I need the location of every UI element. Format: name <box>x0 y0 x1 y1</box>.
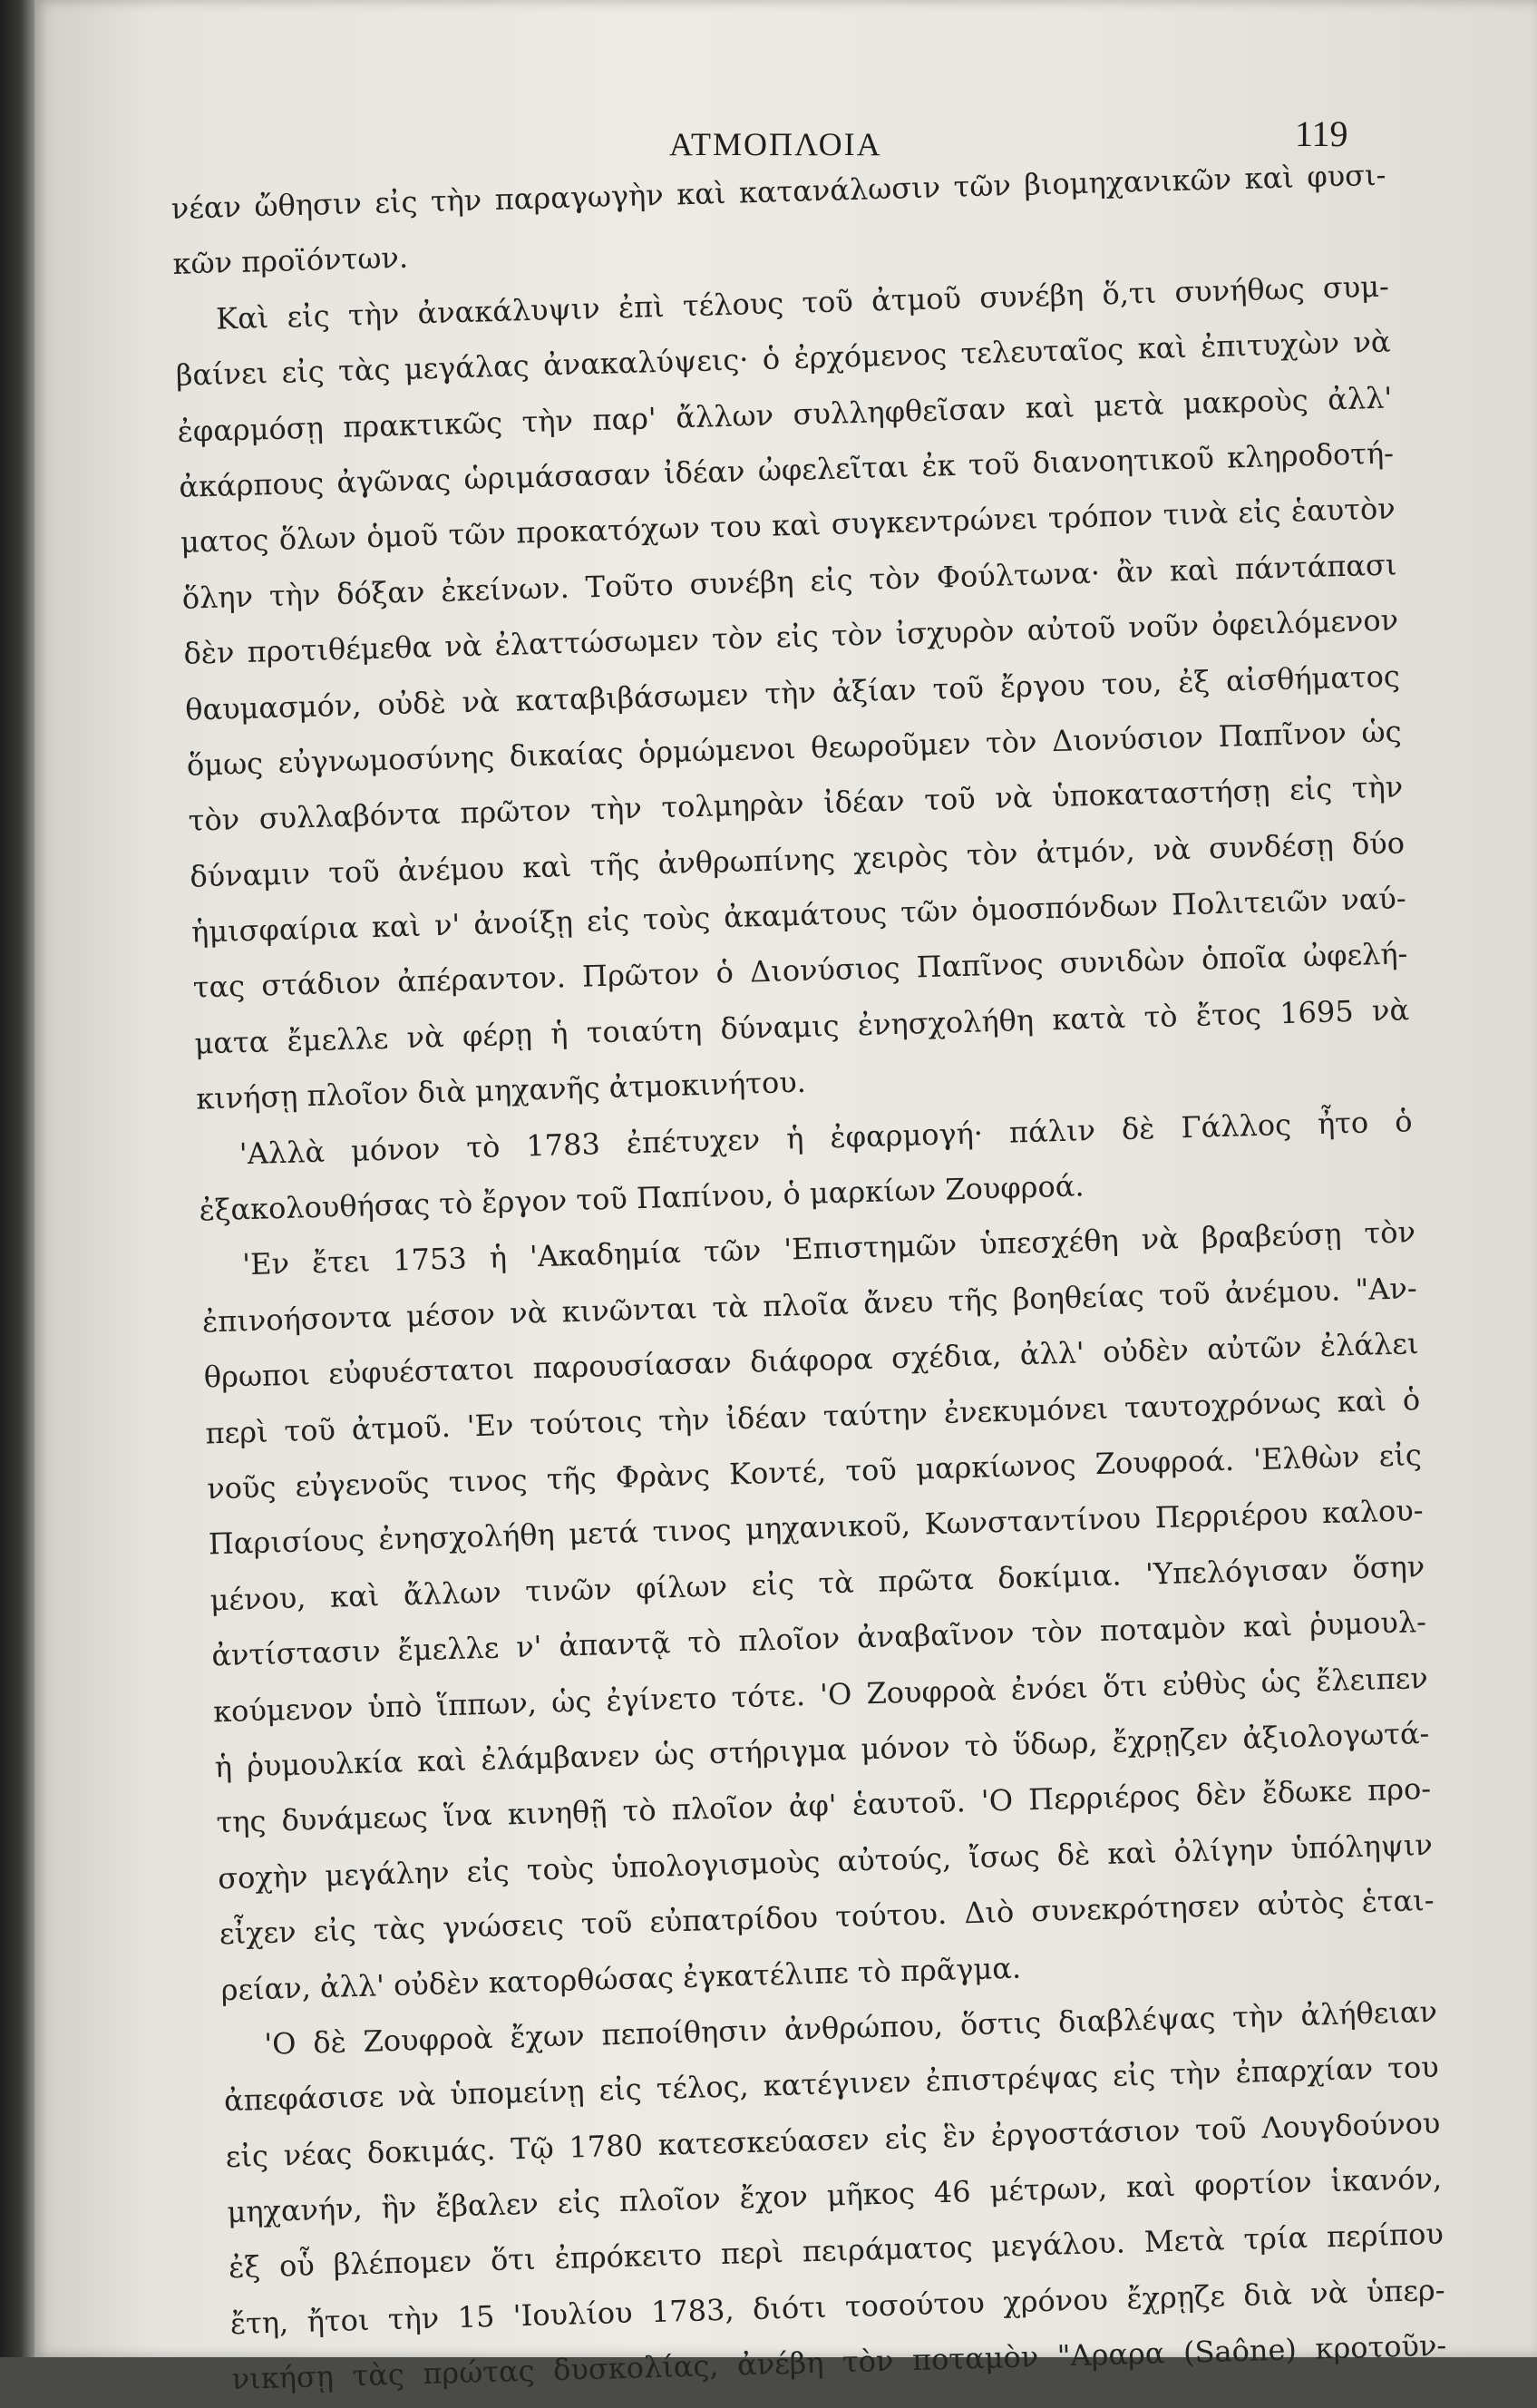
text-line: ὅλην τὴν δόξαν ἐκείνων. Τοῦτο συνέβη εἰς τὸν Φούλτωνα· ἂν καὶ πάντάπασι <box>181 547 1397 616</box>
text-line: ματος ὅλων ὁμοῦ τῶν προκατόχων του καὶ συγκεντρώνει τρόπον τινὰ εἰς ἑαυτὸν <box>180 491 1396 561</box>
body-text <box>170 148 1447 2408</box>
page-number: 119 <box>1295 113 1348 154</box>
text-line: ἀπεφάσισε νὰ ὑπομείνῃ εἰς τέλος, κατέγινεν ἐπιστρέψας εἰς τὴν ἐπαρχίαν του <box>223 2050 1440 2119</box>
text-line: τὸν συλλαβόντα πρῶτον τὴν τολμηρὰν ἰδέαν τοῦ νὰ ὑποκαταστήσῃ εἰς τὴν <box>188 769 1404 839</box>
text-line: ἐξακολουθήσας τὸ ἔργον τοῦ Παπίνου, ὁ μαρκίων Ζουφροά. <box>199 1168 1085 1228</box>
text-line: ἀκάρπους ἀγῶνας ὡριμάσασαν ἰδέαν ὠφελεῖται ἐκ τοῦ διανοητικοῦ κληροδοτή- <box>178 435 1395 504</box>
text-line: ἔτη, ἤτοι τὴν 15 'Ιουλίου 1783, διότι τοσούτου χρόνου ἔχρῃζε διὰ νὰ ὑπερ- <box>229 2272 1445 2341</box>
text-line: κινήσῃ πλοῖον διὰ μηχανῆς ἀτμοκινήτου. <box>195 1065 807 1116</box>
text-line: εἰς νέας δοκιμάς. Τῷ 1780 κατεσκεύασεν εἰς ἓν ἐργοστάσιον τοῦ Λουγδούνου <box>225 2105 1441 2174</box>
text-line: βαίνει εἰς τὰς μεγάλας ἀνακαλύψεις· ὁ ἐρχόμενος τελευταῖος καὶ ἐπιτυχὼν νὰ <box>175 324 1391 394</box>
text-line: ὅμως εὐγνωμοσύνης δικαίας ὁρμώμενοι θεωροῦμεν τὸν Διονύσιον Παπῖνον ὡς <box>186 714 1402 783</box>
text-line: δὲν προτιθέμεθα νὰ ἐλαττώσωμεν τὸν εἰς τὸν ἰσχυρὸν αὐτοῦ νοῦν ὀφειλόμενον <box>183 602 1399 671</box>
text-line: θρωποι εὐφυέστατοι παρουσίασαν διάφορα σχέδια, ἀλλ' οὐδὲν αὐτῶν ἐλάλει <box>203 1326 1419 1395</box>
text-line: ρείαν, ἀλλ' οὐδὲν κατορθώσας ἐγκατέλιπε τὸ πρᾶγμα. <box>220 1950 1022 2007</box>
text-line: νοῦς εὐγενοῦς τινος τῆς Φρὰνς Κοντέ, τοῦ μαρκίωνος Ζουφροά. 'Ελθὼν εἰς <box>206 1438 1423 1506</box>
text-line: κούμενον ὑπὸ ἵππων, ὡς ἐγίνετο τότε. 'Ο Ζουφροὰ ἐνόει ὅτι εὐθὺς ὡς ἔλειπεν <box>212 1660 1429 1729</box>
text-line: 'Αλλὰ μόνον τὸ 1783 ἐπέτυχεν ἡ ἐφαρμογή· πάλιν δὲ Γάλλος ἦτο ὁ <box>238 1103 1413 1171</box>
text-line: Παρισίους ἐνησχολήθη μετά τινος μηχανικοῦ, Κωνσταντίνου Περριέρου καλου- <box>208 1493 1424 1562</box>
book-spine-shadow <box>0 0 34 2357</box>
text-line: μένου, καὶ ἄλλων τινῶν φίλων εἰς τὰ πρῶτα δοκίμια. 'Υπελόγισαν ὅσην <box>209 1548 1425 1618</box>
scanned-page <box>34 0 1537 2397</box>
text-line: 'Εν ἔτει 1753 ἡ 'Ακαδημία τῶν 'Επιστημῶν ὑπεσχέθη νὰ βραβεύσῃ τὸν <box>241 1214 1416 1282</box>
text-line: ἐφαρμόσῃ πρακτικῶς τὴν παρ' ἄλλων συλληφθεῖσαν καὶ μετὰ μακροὺς ἀλλ' <box>177 380 1393 449</box>
text-line: κῶν προϊόντων. <box>172 240 409 282</box>
text-line: ἀντίστασιν ἔμελλε ν' ἀπαντᾷ τὸ πλοῖον ἀναβαῖνον τὸν ποταμὸν καὶ ῥυμουλ- <box>210 1604 1427 1673</box>
text-line: νέαν ὤθησιν εἰς τὴν παραγωγὴν καὶ κατανάλωσιν τῶν βιομηχανικῶν καὶ φυσι- <box>170 157 1386 226</box>
text-line: ἡ ῥυμουλκία καὶ ἐλάμβανεν ὡς στήριγμα μόνον τὸ ὕδωρ, ἔχρῃζεν ἀξιολογωτά- <box>214 1715 1430 1785</box>
text-line: ἡμισφαίρια καὶ ν' ἀνοίξῃ εἰς τοὺς ἀκαμάτους τῶν ὁμοσπόνδων Πολιτειῶν ναύ- <box>190 881 1407 950</box>
text-line: ἐξ οὗ βλέπομεν ὅτι ἐπρόκειτο περὶ πειράματος μεγάλου. Μετὰ τρία περίπου <box>228 2217 1445 2286</box>
text-line: τας στάδιον ἀπέραντον. Πρῶτον ὁ Διονύσιος Παπῖνος συνιδὼν ὁποῖα ὠφελή- <box>192 936 1408 1006</box>
text-line: μηχανήν, ἣν ἔβαλεν εἰς πλοῖον ἔχον μῆκος 46 μέτρων, καὶ φορτίον ἱκανόν, <box>227 2160 1443 2230</box>
running-title: ΑΤΜΟΠΛΟΙΑ <box>669 126 882 162</box>
text-line: της δυνάμεως ἵνα κινηθῇ τὸ πλοῖον ἀφ' ἑαυτοῦ. 'Ο Περριέρος δὲν ἔδωκε προ- <box>216 1771 1432 1840</box>
text-line: σοχὴν μεγάλην εἰς τοὺς ὑπολογισμοὺς αὐτούς, ἴσως δὲ καὶ ὀλίγην ὑπόληψιν <box>217 1827 1434 1896</box>
text-line: περὶ τοῦ ἀτμοῦ. 'Εν τούτοις τὴν ἰδέαν ταύτην ἐνεκυμόνει ταυτοχρόνως καὶ ὁ <box>205 1381 1421 1451</box>
text-line: ἐπινοήσοντα μέσον νὰ κινῶνται τὰ πλοῖα ἄνευ τῆς βοηθείας τοῦ ἀνέμου. "Αν- <box>201 1270 1418 1340</box>
text-line: δύναμιν τοῦ ἀνέμου καὶ τῆς ἀνθρωπίνης χειρὸς τὸν ἀτμόν, νὰ συνδέσῃ δύο <box>189 824 1406 894</box>
text-line: εἶχεν εἰς τὰς γνώσεις τοῦ εὐπατρίδου τούτου. Διὸ συνεκρότησεν αὐτὸς ἑται- <box>219 1882 1435 1952</box>
text-line: θαυμασμόν, οὐδὲ νὰ καταβιβάσωμεν τὴν ἀξίαν τοῦ ἔργου του, ἐξ αἰσθήματος <box>184 658 1401 727</box>
text-line: 'Ο δὲ Ζουφροὰ ἔχων πεποίθησιν ἀνθρώπου, ὅστις διαβλέψας τὴν ἀλήθειαν <box>263 1994 1438 2062</box>
text-line: ματα ἔμελλε νὰ φέρῃ ἡ τοιαύτη δύναμις ἐνησχολήθη κατὰ τὸ ἔτος 1695 νὰ <box>194 992 1410 1061</box>
text-line: νικήσῃ τὰς πρώτας δυσκολίας, ἀνέβη τὸν ποταμὸν "Αραρα (Saône) κροτοῦν- <box>231 2327 1447 2397</box>
text-line: Καὶ εἰς τὴν ἀνακάλυψιν ἐπὶ τέλους τοῦ ἀτμοῦ συνέβη ὅ,τι συνήθως συμ- <box>215 268 1390 336</box>
